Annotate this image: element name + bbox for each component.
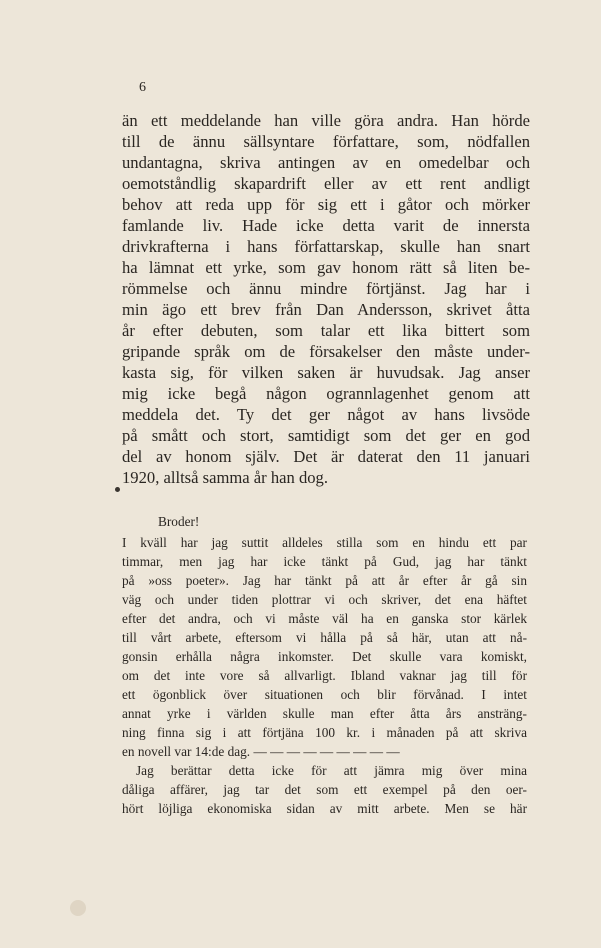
letter-line: ning finna sig i att förtjäna 100 kr. i månaden på att skriva [122,725,527,740]
quoted-letter [122,513,527,818]
letter-line: en novell var 14:de dag. — — — — — — — — — [122,744,400,759]
text-line: gripande språk om de försakelser den måste under- [122,342,530,361]
letter-line: I kväll har jag suttit alldeles stilla som en hindu ett par [122,535,527,550]
letter-line: till vårt arbete, eftersom vi hålla på så här, utan att nå- [122,630,527,645]
letter-line: timmar, men jag har icke tänkt på Gud, jag har tänkt [122,554,527,569]
letter-line: gonsin erhålla några inkomster. Det skulle vara komiskt, [122,649,527,664]
letter-line: annat yrke i världen skulle man efter åtta års ansträng- [122,706,527,721]
paper-stain [70,900,86,916]
letter-line: efter det andra, och vi måste väl ha en ganska stor kärlek [122,611,527,626]
page-number: 6 [139,80,146,95]
text-line: ha lämnat ett yrke, som gav honom rätt så liten be- [122,258,530,277]
text-line: römmelse och ännu mindre förtjänst. Jag har i [122,279,530,298]
main-paragraph [122,110,530,488]
text-line: drivkrafterna i hans författarskap, skulle han snart [122,237,530,256]
letter-line: om det inte vore så allvarligt. Ibland vaknar jag till för [122,668,527,683]
text-line: mig icke begå någon ogrannlagenhet genom att [122,384,530,403]
text-line: meddela det. Ty det ger något av hans livsöde [122,405,530,424]
text-line: år efter debuten, som talar ett lika bittert som [122,321,530,340]
letter-line: hört löjliga ekonomiska sidan av mitt arbete. Men se här [122,801,527,816]
text-line: 1920, alltså samma år han dog. [122,468,328,487]
text-line: min ägo ett brev från Dan Andersson, skrivet åtta [122,300,530,319]
letter-line: väg och under tiden plottrar vi och skriver, det ena häftet [122,592,527,607]
text-line: kasta sig, för vilken saken är huvudsak. Jag anser [122,363,530,382]
text-line: oemotståndlig skapardrift eller av ett rent andligt [122,174,530,193]
letter-line: ett ögonblick över situationen och blir förvånad. I intet [122,687,527,702]
margin-dot-mark [115,487,120,492]
letter-line: dåliga affärer, jag tar det som ett exempel på den oer- [122,782,527,797]
text-line: behov att reda upp för sig ett i gåtor och mörker [122,195,530,214]
text-line: undantagna, skriva antingen av en omedelbar och [122,153,530,172]
text-line: till de ännu sällsyntare författare, som, nödfallen [122,132,530,151]
text-line: del av honom själv. Det är daterat den 11 januari [122,447,530,466]
letter-salutation: Broder! [158,514,200,529]
letter-line: på »oss poeter». Jag har tänkt på att år efter år gå sin [122,573,527,588]
text-line: på smått och stort, samtidigt som det ger en god [122,426,530,445]
letter-line: Jag berättar detta icke för att jämra mig över mina [136,763,527,778]
text-line: än ett meddelande han ville göra andra. Han hörde [122,111,530,130]
text-line: famlande liv. Hade icke detta varit de innersta [122,216,530,235]
